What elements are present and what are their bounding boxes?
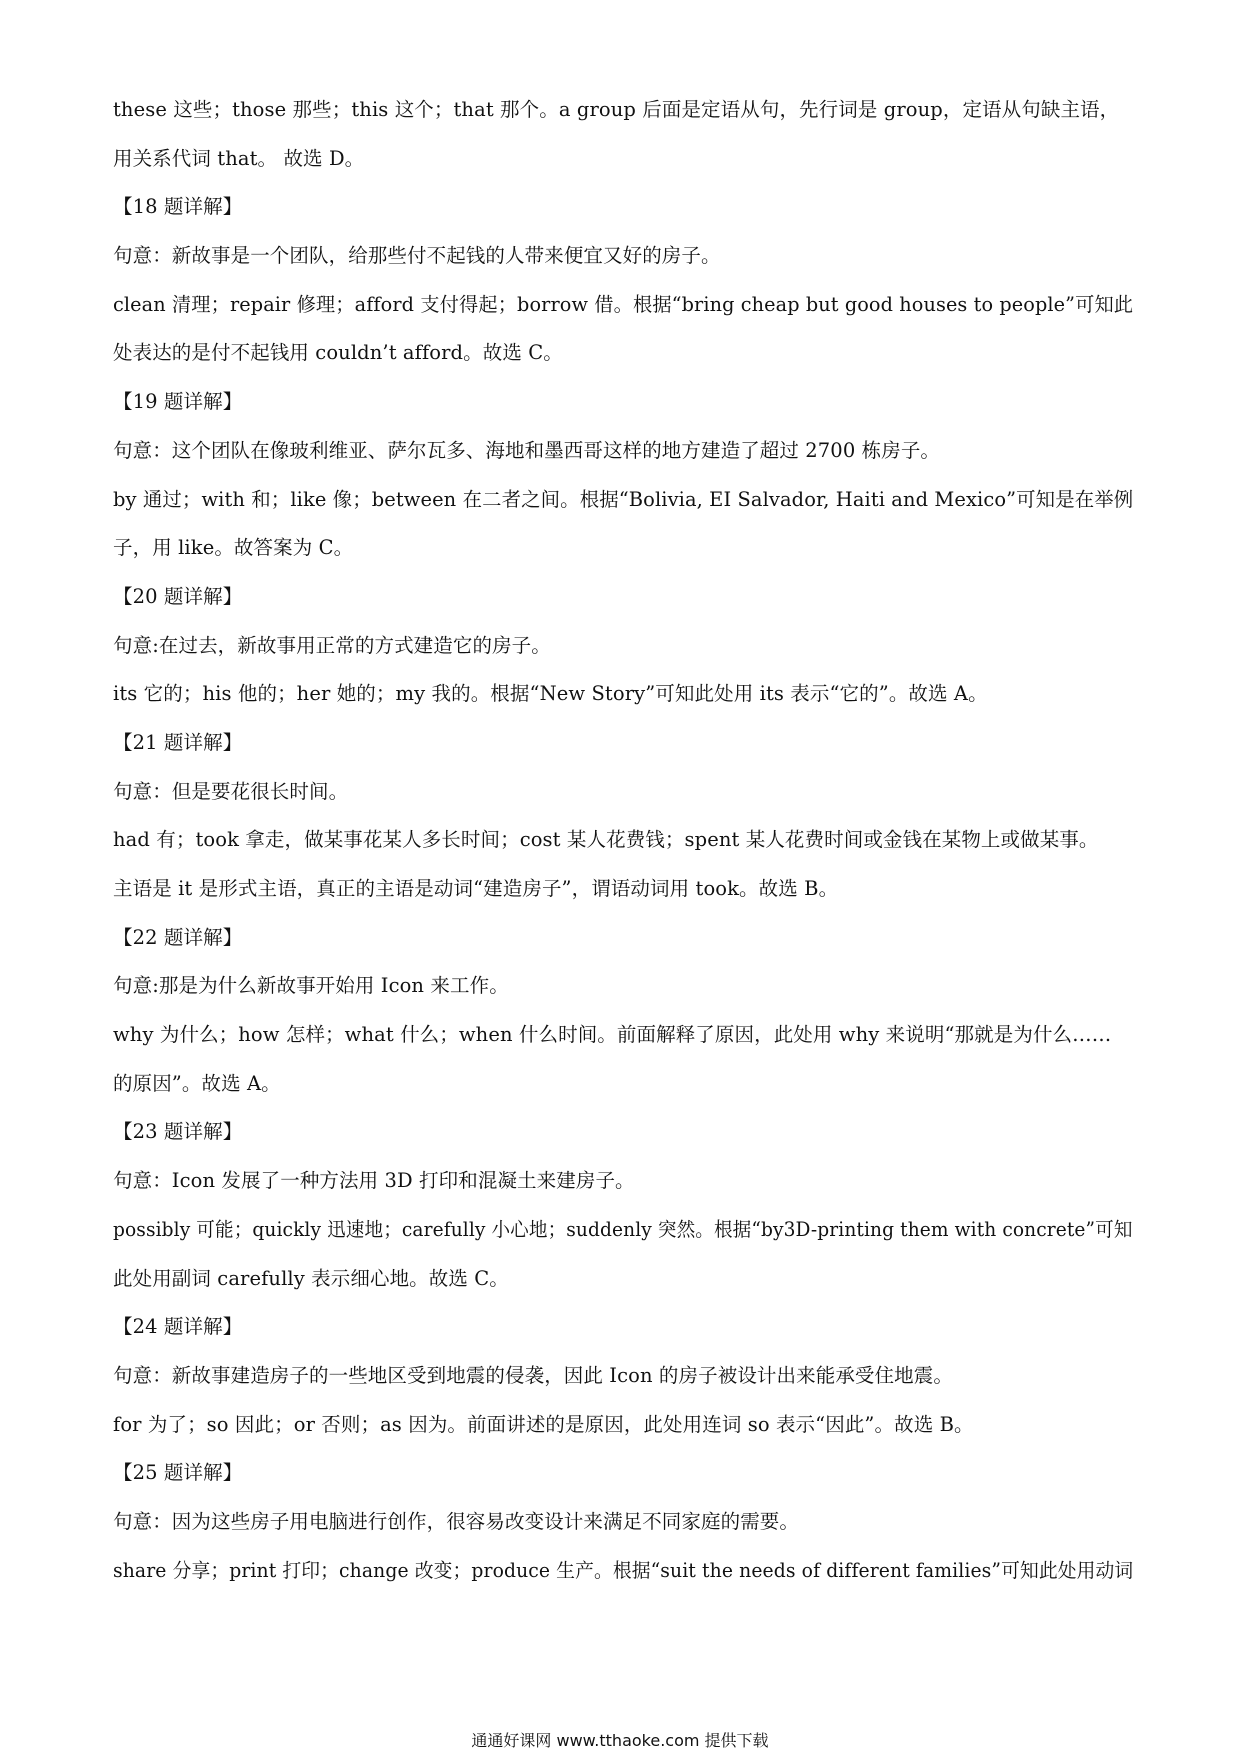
paragraph-line: 句意：这个团队在像玻利维亚、萨尔瓦多、海地和墨西哥这样的地方建造了超过 2700 栋房子。 <box>113 438 941 462</box>
paragraph-line: 句意：但是要花很长时间。 <box>113 779 349 803</box>
paragraph-line: 句意：新故事建造房子的一些地区受到地震的侵袭，因此 Icon 的房子被设计出来能承受住地震。 <box>113 1363 953 1387</box>
paragraph-line: clean 清理；repair 修理；afford 支付得起；borrow 借。根据“bring cheap but good houses to people”可知此 <box>113 292 1134 316</box>
paragraph-line: 用关系代词 that。 故选 D。 <box>113 146 365 170</box>
paragraph-line: 子，用 like。故答案为 C。 <box>113 536 354 560</box>
paragraph-line: possibly 可能；quickly 迅速地；carefully 小心地；suddenly 突然。根据“by3D-printing them with concrete”可知 <box>113 1217 1133 1241</box>
section-heading: 【19 题详解】 <box>113 390 243 414</box>
paragraph-line: 主语是 it 是形式主语，真正的主语是动词“建造房子”，谓语动词用 took。故选 B。 <box>113 877 839 900</box>
section-heading: 【23 题详解】 <box>113 1120 243 1144</box>
paragraph-line: 此处用副词 carefully 表示细心地。故选 C。 <box>113 1266 509 1290</box>
footer-text: 通通好课网 www.tthaoke.com 提供下载 <box>471 1731 769 1750</box>
paragraph-line: why 为什么；how 怎样；what 什么；when 什么时间。前面解释了原因，此处用 why 来说明“那就是为什么…… <box>113 1023 1112 1047</box>
paragraph-line: by 通过；with 和；like 像；between 在二者之间。根据“Bolivia, EI Salvador, Haiti and Mexico”可知是在举例 <box>113 487 1134 511</box>
paragraph-line: these 这些；those 那些；this 这个；that 那个。a group 后面是定语从句，先行词是 group，定语从句缺主语， <box>113 98 1120 121</box>
document-body <box>113 98 1133 1607</box>
page-footer <box>0 1728 1240 1751</box>
section-heading: 【24 题详解】 <box>113 1315 243 1339</box>
paragraph-line: its 它的；his 他的；her 她的；my 我的。根据“New Story”可知此处用 its 表示“它的”。故选 A。 <box>113 682 988 706</box>
paragraph-line: 的原因”。故选 A。 <box>113 1071 281 1095</box>
paragraph-line: 句意：因为这些房子用电脑进行创作，很容易改变设计来满足不同家庭的需要。 <box>113 1509 800 1533</box>
paragraph-line: 处表达的是付不起钱用 couldn’t afford。故选 C。 <box>113 341 563 365</box>
paragraph-line: 句意：新故事是一个团队，给那些付不起钱的人带来便宜又好的房子。 <box>113 244 721 268</box>
section-heading: 【21 题详解】 <box>113 730 243 754</box>
paragraph-line: share 分享；print 打印；change 改变；produce 生产。根据“suit the needs of different families”可知此处用动词 <box>113 1558 1134 1582</box>
paragraph-line: 句意:那是为什么新故事开始用 Icon 来工作。 <box>113 974 509 998</box>
section-heading: 【20 题详解】 <box>113 584 243 608</box>
section-heading: 【18 题详解】 <box>113 195 243 219</box>
section-heading: 【22 题详解】 <box>113 925 243 949</box>
paragraph-line: 句意：Icon 发展了一种方法用 3D 打印和混凝土来建房子。 <box>113 1169 635 1193</box>
paragraph-line: for 为了；so 因此；or 否则；as 因为。前面讲述的是原因，此处用连词 so 表示“因此”。故选 B。 <box>113 1412 974 1436</box>
paragraph-line: 句意:在过去，新故事用正常的方式建造它的房子。 <box>113 633 551 657</box>
paragraph-line: had 有；took 拿走，做某事花某人多长时间；cost 某人花费钱；spent 某人花费时间或金钱在某物上或做某事。 <box>113 828 1099 852</box>
section-heading: 【25 题详解】 <box>113 1461 243 1485</box>
